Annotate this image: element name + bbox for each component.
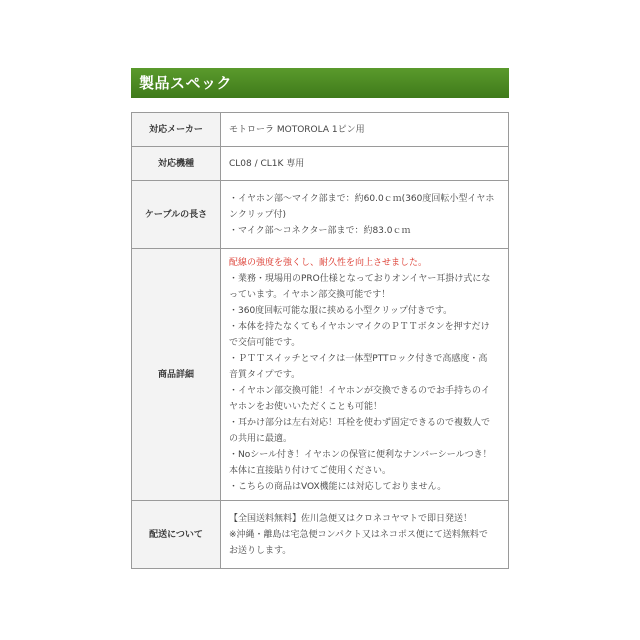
value-line: ・マイク部～コネクター部まで：約83.0ｃｍ xyxy=(229,225,411,236)
value-line: ・Noシール付き！イヤホンの保管に便利なナンバーシールつき！ xyxy=(229,449,492,460)
row-value xyxy=(221,113,509,147)
value-line: ・こちらの商品はVOX機能には対応しておりません。 xyxy=(229,481,447,492)
value-line: ・業務・現場用のPRO仕様となっておりオンイヤー耳掛け式にな xyxy=(229,273,491,284)
table-row xyxy=(132,501,509,569)
table-row xyxy=(132,249,509,501)
value-line-highlight: 配線の強度を強くし、耐久性を向上させました。 xyxy=(229,257,428,268)
value-line: ・耳かけ部分は左右対応！耳栓を使わず固定できるので複数人で xyxy=(229,417,491,428)
value-line: モトローラ MOTOROLA 1ピン用 xyxy=(229,124,365,135)
row-label: 配送について xyxy=(132,501,221,569)
value-line: ヤホンをお使いいただくことも可能！ xyxy=(229,401,383,412)
spec-table xyxy=(131,112,509,569)
value-line: っています。イヤホン部交換可能です！ xyxy=(229,289,391,300)
row-label: ケーブルの長さ xyxy=(132,181,221,249)
value-line: の共用に最適。 xyxy=(229,433,293,444)
value-line: ・360度回転可能な服に挟める小型クリップ付きです。 xyxy=(229,305,453,316)
value-line: 音質タイプです。 xyxy=(229,369,301,380)
row-label: 対応メーカー xyxy=(132,113,221,147)
value-line: ・ＰＴＴスイッチとマイクは一体型PTTロック付きで高感度・高 xyxy=(229,353,488,364)
value-line: 【全国送料無料】佐川急便又はクロネコヤマトで即日発送！ xyxy=(229,513,473,524)
row-label: 商品詳細 xyxy=(132,249,221,501)
value-line: お送りします。 xyxy=(229,545,292,556)
value-line: ※沖縄・離島は宅急便コンパクト又はネコポス便にて送料無料で xyxy=(229,529,488,540)
row-value xyxy=(221,181,509,249)
value-line: ・イヤホン部～マイク部まで：約60.0ｃｍ(360度回転小型イヤホ xyxy=(229,193,495,204)
section-title: 製品スペック xyxy=(131,68,509,98)
row-value xyxy=(221,501,509,569)
value-line: CL08 / CL1K 専用 xyxy=(229,158,305,169)
value-line: で交信可能です。 xyxy=(229,337,301,348)
value-line: ・イヤホン部交換可能！イヤホンが交換できるのでお手持ちのイ xyxy=(229,385,491,396)
row-value xyxy=(221,249,509,501)
row-label: 対応機種 xyxy=(132,147,221,181)
table-row xyxy=(132,113,509,147)
table-row xyxy=(132,181,509,249)
value-line: ンクリップ付) xyxy=(229,209,286,220)
row-value xyxy=(221,147,509,181)
value-line: 本体に直接貼り付けてご使用ください。 xyxy=(229,465,392,476)
value-line: ・本体を持たなくてもイヤホンマイクのＰＴＴボタンを押すだけ xyxy=(229,321,490,332)
table-row xyxy=(132,147,509,181)
